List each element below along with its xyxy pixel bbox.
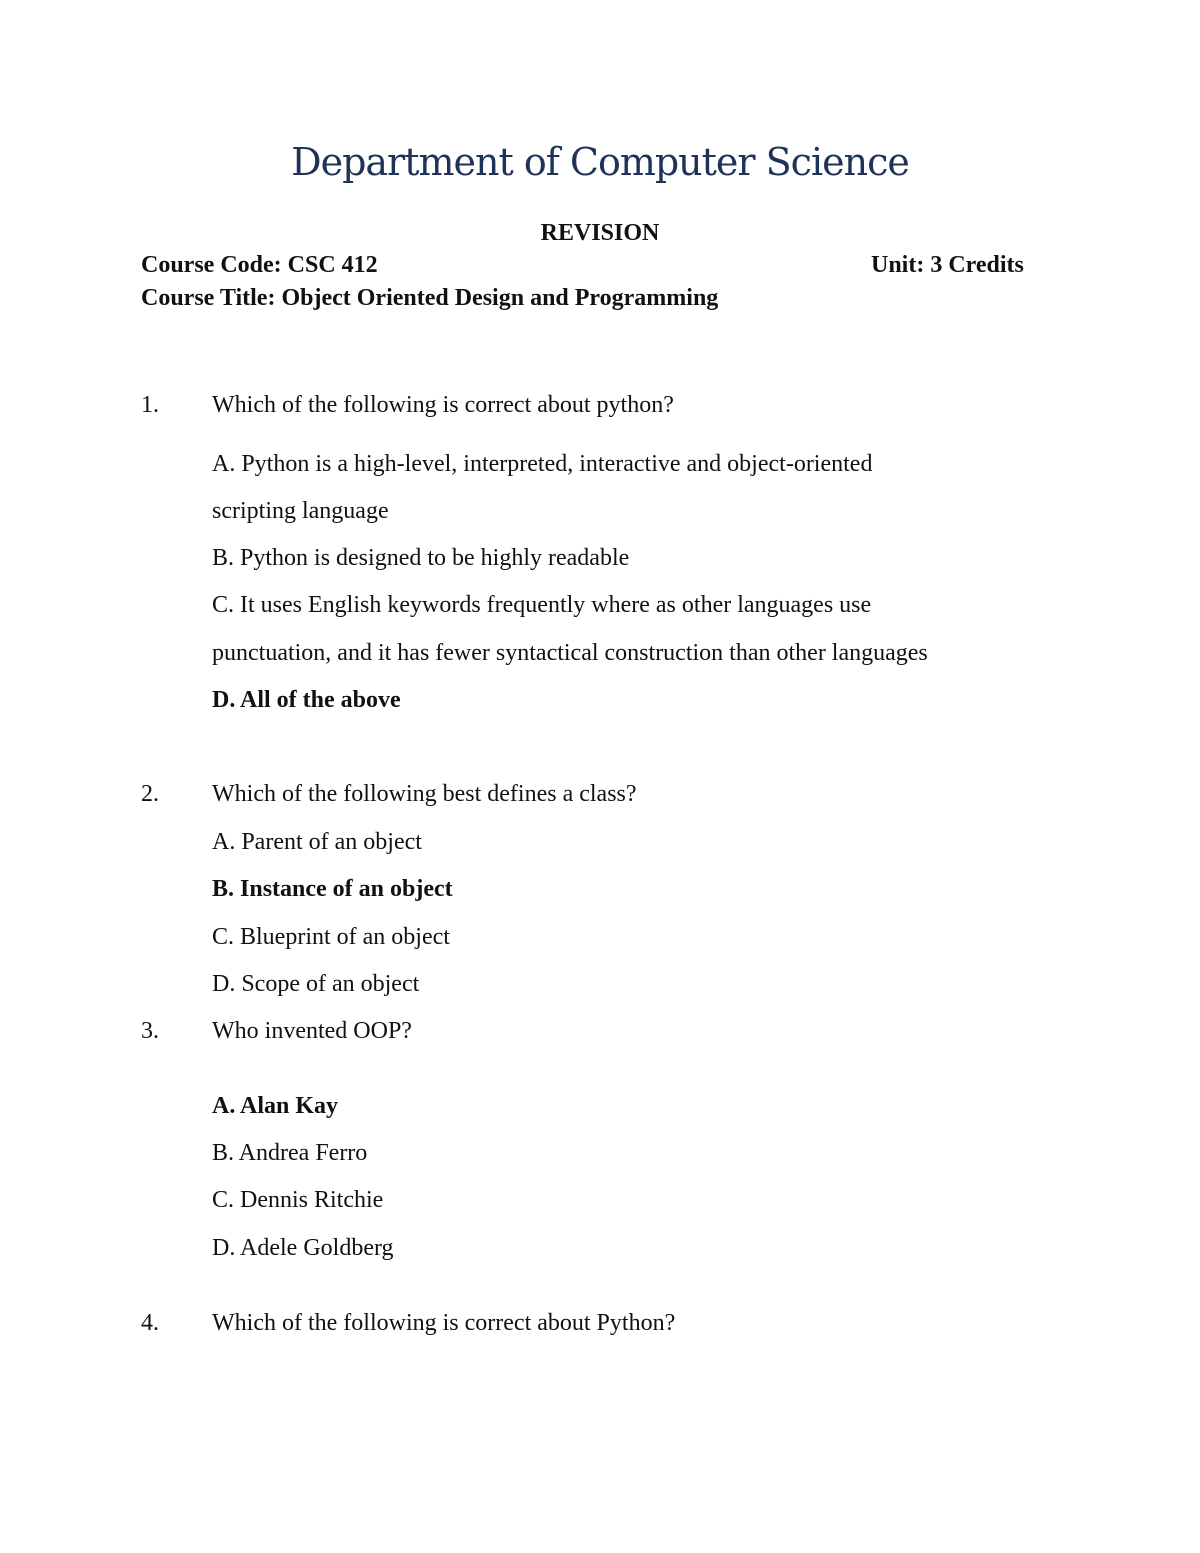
question-text: Who invented OOP? — [212, 1018, 412, 1044]
question-number: 1. — [141, 392, 159, 418]
option-item: C. Blueprint of an object — [212, 924, 450, 950]
option-item: C. It uses English keywords frequently where as other languages use — [212, 592, 872, 618]
course-code: Course Code: CSC 412 — [141, 252, 378, 278]
question-number: 3. — [141, 1018, 159, 1044]
question-text: Which of the following is correct about Python? — [212, 1310, 676, 1336]
option-item: A. Python is a high-level, interpreted, interactive and object-oriented — [212, 451, 873, 477]
option-item: D. Adele Goldberg — [212, 1235, 394, 1261]
option-item: punctuation, and it has fewer syntactical construction than other languages — [212, 640, 928, 666]
option-item-answer: A. Alan Kay — [212, 1093, 339, 1119]
question-number: 4. — [141, 1310, 159, 1336]
course-title: Course Title: Object Oriented Design and Programming — [141, 285, 719, 311]
option-item: C. Dennis Ritchie — [212, 1187, 384, 1213]
option-item: D. Scope of an object — [212, 971, 420, 997]
option-item-answer: B. Instance of an object — [212, 876, 453, 902]
option-item: B. Python is designed to be highly readable — [212, 545, 630, 571]
option-item: B. Andrea Ferro — [212, 1140, 368, 1166]
department-title: Department of Computer Science — [291, 140, 909, 184]
course-unit: Unit: 3 Credits — [871, 252, 1024, 278]
revision-heading: REVISION — [540, 220, 660, 246]
option-item: scripting language — [212, 498, 389, 524]
question-text: Which of the following is correct about python? — [212, 392, 674, 418]
question-number: 2. — [141, 781, 159, 807]
option-item: A. Parent of an object — [212, 829, 422, 855]
question-text: Which of the following best defines a class? — [212, 781, 637, 807]
option-item-answer: D. All of the above — [212, 687, 401, 713]
